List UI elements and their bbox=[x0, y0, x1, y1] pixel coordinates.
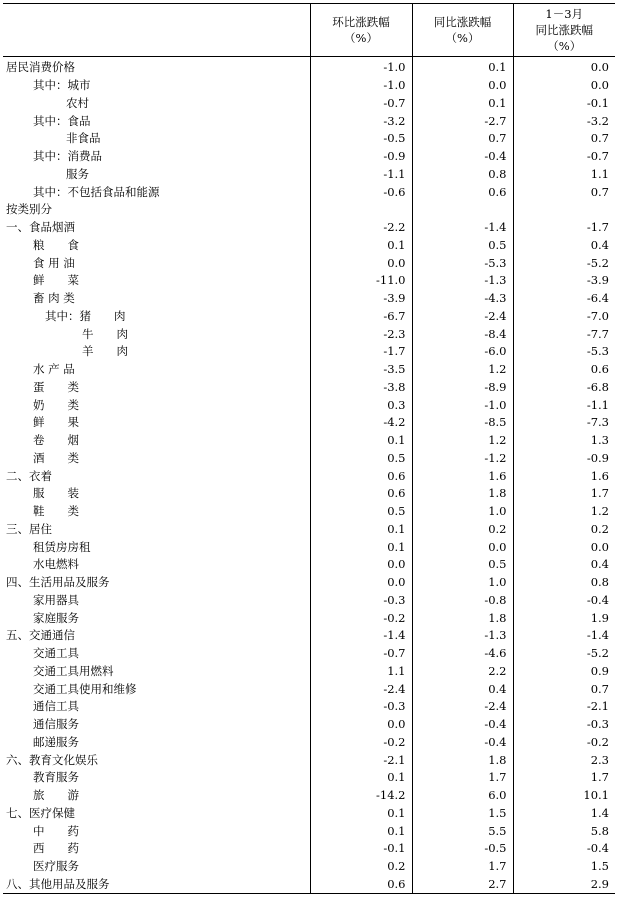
row-ytd-value: 0.4 bbox=[513, 556, 615, 574]
table-row bbox=[3, 57, 615, 77]
table-row bbox=[3, 148, 615, 166]
row-label: 粮 食 bbox=[33, 237, 79, 252]
row-yoy-value: 1.8 bbox=[412, 485, 513, 503]
table-row bbox=[3, 361, 615, 379]
row-mom-value: 0.1 bbox=[310, 521, 412, 539]
header-mom-title: 环比涨跌幅 bbox=[332, 15, 390, 29]
row-mom-value: -0.7 bbox=[310, 95, 412, 113]
table-row bbox=[3, 95, 615, 113]
header-ytd-title: 同比涨跌幅 bbox=[535, 23, 593, 37]
row-yoy-value: 1.7 bbox=[412, 858, 513, 876]
row-yoy-value: 0.6 bbox=[412, 183, 513, 201]
row-yoy-value: -1.3 bbox=[412, 272, 513, 290]
row-yoy-value: -1.0 bbox=[412, 396, 513, 414]
row-yoy-value: -8.9 bbox=[412, 379, 513, 397]
table-row bbox=[3, 254, 615, 272]
table-row bbox=[3, 876, 615, 894]
row-yoy-value: 1.7 bbox=[412, 769, 513, 787]
row-ytd-value: -7.3 bbox=[513, 414, 615, 432]
row-label: 鞋 类 bbox=[33, 504, 79, 519]
row-mom-value: -4.2 bbox=[310, 414, 412, 432]
row-mom-value: -0.7 bbox=[310, 645, 412, 663]
row-mom-value: 0.0 bbox=[310, 574, 412, 592]
row-ytd-value: 0.7 bbox=[513, 183, 615, 201]
row-ytd-value: -7.0 bbox=[513, 308, 615, 326]
table-row bbox=[3, 698, 615, 716]
row-label: 邮递服务 bbox=[33, 734, 79, 749]
row-ytd-value: 0.9 bbox=[513, 663, 615, 681]
row-label: 教育服务 bbox=[33, 770, 79, 785]
table-row bbox=[3, 112, 615, 130]
table-row bbox=[3, 574, 615, 592]
row-label: 八、其他用品及服务 bbox=[3, 876, 310, 894]
row-yoy-value: 5.5 bbox=[412, 822, 513, 840]
table-row bbox=[3, 432, 615, 450]
row-ytd-value: -3.2 bbox=[513, 112, 615, 130]
table-row bbox=[3, 805, 615, 823]
row-ytd-value: -6.8 bbox=[513, 379, 615, 397]
table-row bbox=[3, 219, 615, 237]
row-label: 中 药 bbox=[33, 823, 79, 838]
row-ytd-value: 0.7 bbox=[513, 130, 615, 148]
row-ytd-value: 1.4 bbox=[513, 805, 615, 823]
cpi-table bbox=[3, 3, 615, 894]
header-yoy-title: 同比涨跌幅 bbox=[433, 15, 492, 29]
row-label: 居民消费价格 bbox=[6, 60, 75, 75]
row-mom-value: 0.1 bbox=[310, 769, 412, 787]
row-label: 七、医疗保健 bbox=[6, 805, 75, 820]
row-yoy-value: 1.0 bbox=[412, 503, 513, 521]
row-mom-value: 0.5 bbox=[310, 503, 412, 521]
header-mom bbox=[310, 4, 412, 57]
row-mom-value: 0.1 bbox=[310, 237, 412, 255]
row-ytd-value: -0.4 bbox=[513, 592, 615, 610]
row-yoy-value: 1.8 bbox=[412, 751, 513, 769]
row-yoy-value: 6.0 bbox=[412, 787, 513, 805]
table-row bbox=[3, 592, 615, 610]
row-yoy-value: 0.2 bbox=[412, 521, 513, 539]
table-row bbox=[3, 343, 615, 361]
row-label: 家用器具 bbox=[33, 592, 79, 607]
table-header-row bbox=[3, 4, 615, 57]
header-ytd bbox=[513, 4, 615, 57]
table-row bbox=[3, 734, 615, 752]
row-ytd-value: 1.7 bbox=[513, 485, 615, 503]
table-row bbox=[3, 130, 615, 148]
table-row bbox=[3, 645, 615, 663]
row-ytd-value: -1.7 bbox=[513, 219, 615, 237]
table-row bbox=[3, 485, 615, 503]
row-label: 水 产 品 bbox=[33, 362, 75, 377]
table-row bbox=[3, 627, 615, 645]
row-label: 水电燃料 bbox=[33, 557, 79, 572]
row-mom-value: -0.6 bbox=[310, 183, 412, 201]
row-label: 交通工具使用和维修 bbox=[33, 681, 137, 696]
table-row bbox=[3, 467, 615, 485]
row-yoy-value: -0.4 bbox=[412, 734, 513, 752]
row-yoy-value: -1.3 bbox=[412, 627, 513, 645]
row-mom-value: 0.2 bbox=[310, 858, 412, 876]
row-ytd-value: 0.6 bbox=[513, 361, 615, 379]
row-mom-value: -2.4 bbox=[310, 680, 412, 698]
row-yoy-value: -5.3 bbox=[412, 254, 513, 272]
row-ytd-value: 10.1 bbox=[513, 787, 615, 805]
row-yoy-value: -4.3 bbox=[412, 290, 513, 308]
row-mom-value: -2.1 bbox=[310, 751, 412, 769]
row-yoy-value: -4.6 bbox=[412, 645, 513, 663]
table-row bbox=[3, 538, 615, 556]
row-mom-value bbox=[310, 201, 412, 219]
row-mom-value: -14.2 bbox=[310, 787, 412, 805]
row-mom-value: 0.6 bbox=[310, 876, 412, 894]
row-mom-value: 0.0 bbox=[310, 254, 412, 272]
row-label: 医疗服务 bbox=[33, 859, 79, 874]
row-ytd-value: 0.2 bbox=[513, 521, 615, 539]
row-yoy-value: 0.1 bbox=[412, 57, 513, 77]
row-label: 农村 bbox=[66, 95, 89, 110]
row-yoy-value: -0.4 bbox=[412, 148, 513, 166]
table-row bbox=[3, 450, 615, 468]
row-ytd-value: 2.9 bbox=[513, 876, 615, 894]
row-ytd-value: -0.9 bbox=[513, 450, 615, 468]
table-row bbox=[3, 787, 615, 805]
row-yoy-value: -8.5 bbox=[412, 414, 513, 432]
row-mom-value: -2.2 bbox=[310, 219, 412, 237]
row-mom-value: 0.6 bbox=[310, 467, 412, 485]
row-yoy-value: 1.8 bbox=[412, 609, 513, 627]
row-ytd-value: 0.0 bbox=[513, 538, 615, 556]
row-label: 牛 肉 bbox=[82, 326, 128, 341]
row-ytd-value: 0.8 bbox=[513, 574, 615, 592]
row-label: 服务 bbox=[66, 166, 89, 181]
table-body bbox=[3, 57, 615, 894]
table-row bbox=[3, 237, 615, 255]
row-label: 蛋 类 bbox=[33, 379, 79, 394]
row-ytd-value: 1.9 bbox=[513, 609, 615, 627]
row-yoy-value: 0.8 bbox=[412, 166, 513, 184]
row-label: 其中：城市 bbox=[33, 78, 91, 93]
row-ytd-value: -0.2 bbox=[513, 734, 615, 752]
row-mom-value: 0.1 bbox=[310, 538, 412, 556]
row-label: 家庭服务 bbox=[33, 610, 79, 625]
row-label: 租赁房房租 bbox=[33, 539, 91, 554]
row-yoy-value: -6.0 bbox=[412, 343, 513, 361]
row-ytd-value: -7.7 bbox=[513, 325, 615, 343]
row-ytd-value: 0.4 bbox=[513, 237, 615, 255]
table-row bbox=[3, 716, 615, 734]
row-mom-value: -0.3 bbox=[310, 592, 412, 610]
row-ytd-value: 1.2 bbox=[513, 503, 615, 521]
row-yoy-value: 0.7 bbox=[412, 130, 513, 148]
row-yoy-value: 0.4 bbox=[412, 680, 513, 698]
row-mom-value: -1.7 bbox=[310, 343, 412, 361]
row-mom-value: -11.0 bbox=[310, 272, 412, 290]
table-row bbox=[3, 272, 615, 290]
row-label: 其中：猪 肉 bbox=[45, 308, 126, 323]
table-row bbox=[3, 680, 615, 698]
row-label: 通信工具 bbox=[33, 699, 79, 714]
row-mom-value: -3.9 bbox=[310, 290, 412, 308]
row-mom-value: 0.5 bbox=[310, 450, 412, 468]
row-label: 三、居住 bbox=[6, 521, 52, 536]
row-yoy-value: -1.2 bbox=[412, 450, 513, 468]
table-row bbox=[3, 290, 615, 308]
table-row bbox=[3, 858, 615, 876]
row-yoy-value: 1.5 bbox=[412, 805, 513, 823]
header-mom-unit: （%） bbox=[344, 31, 378, 45]
row-ytd-value: 0.0 bbox=[513, 77, 615, 95]
row-ytd-value: -5.3 bbox=[513, 343, 615, 361]
row-mom-value: -0.1 bbox=[310, 840, 412, 858]
row-mom-value: -0.2 bbox=[310, 734, 412, 752]
row-label: 通信服务 bbox=[33, 717, 79, 732]
table-row bbox=[3, 769, 615, 787]
row-ytd-value: 1.5 bbox=[513, 858, 615, 876]
row-yoy-value: -1.4 bbox=[412, 219, 513, 237]
row-yoy-value: 0.0 bbox=[412, 77, 513, 95]
row-mom-value: -3.2 bbox=[310, 112, 412, 130]
row-label: 鲜 菜 bbox=[33, 273, 79, 288]
table-row bbox=[3, 77, 615, 95]
row-yoy-value: 0.5 bbox=[412, 237, 513, 255]
row-yoy-value: 1.6 bbox=[412, 467, 513, 485]
row-mom-value: 0.1 bbox=[310, 822, 412, 840]
row-ytd-value: 1.7 bbox=[513, 769, 615, 787]
row-yoy-value: -2.4 bbox=[412, 308, 513, 326]
row-label: 西 药 bbox=[33, 841, 79, 856]
row-ytd-value: -1.4 bbox=[513, 627, 615, 645]
row-label: 旅 游 bbox=[33, 788, 79, 803]
row-mom-value: -0.9 bbox=[310, 148, 412, 166]
row-label: 羊 肉 bbox=[82, 344, 128, 359]
table-row bbox=[3, 379, 615, 397]
row-mom-value: 1.1 bbox=[310, 663, 412, 681]
row-yoy-value: 0.5 bbox=[412, 556, 513, 574]
row-label: 服 装 bbox=[33, 486, 79, 501]
row-ytd-value: -3.9 bbox=[513, 272, 615, 290]
row-label: 交通工具用燃料 bbox=[33, 663, 114, 678]
row-yoy-value bbox=[412, 201, 513, 219]
row-label: 奶 类 bbox=[33, 397, 79, 412]
row-ytd-value: -0.7 bbox=[513, 148, 615, 166]
table-row bbox=[3, 308, 615, 326]
row-mom-value: 0.1 bbox=[310, 805, 412, 823]
row-yoy-value: -8.4 bbox=[412, 325, 513, 343]
row-label: 非食品 bbox=[66, 131, 101, 146]
row-mom-value: -0.2 bbox=[310, 609, 412, 627]
row-label: 五、交通通信 bbox=[6, 628, 75, 643]
header-item bbox=[3, 4, 310, 57]
row-yoy-value: 2.7 bbox=[412, 876, 513, 894]
row-yoy-value: -0.8 bbox=[412, 592, 513, 610]
row-mom-value: -1.4 bbox=[310, 627, 412, 645]
row-ytd-value: -0.1 bbox=[513, 95, 615, 113]
table-row bbox=[3, 840, 615, 858]
row-mom-value: 0.1 bbox=[310, 432, 412, 450]
row-mom-value: 0.3 bbox=[310, 396, 412, 414]
row-mom-value: 0.0 bbox=[310, 716, 412, 734]
table-row bbox=[3, 663, 615, 681]
table-row bbox=[3, 503, 615, 521]
row-mom-value: 0.6 bbox=[310, 485, 412, 503]
row-yoy-value: 0.1 bbox=[412, 95, 513, 113]
row-ytd-value: 1.6 bbox=[513, 467, 615, 485]
row-yoy-value: -2.7 bbox=[412, 112, 513, 130]
row-ytd-value: -5.2 bbox=[513, 254, 615, 272]
row-mom-value: -1.1 bbox=[310, 166, 412, 184]
row-ytd-value: 5.8 bbox=[513, 822, 615, 840]
header-yoy bbox=[412, 4, 513, 57]
row-label: 一、食品烟酒 bbox=[6, 220, 75, 235]
row-mom-value: -1.0 bbox=[310, 77, 412, 95]
table-row bbox=[3, 201, 615, 219]
row-label: 按类别分 bbox=[6, 202, 52, 217]
row-yoy-value: -0.4 bbox=[412, 716, 513, 734]
row-yoy-value: 1.2 bbox=[412, 361, 513, 379]
table-row bbox=[3, 556, 615, 574]
row-label: 酒 类 bbox=[33, 450, 79, 465]
row-label: 四、生活用品及服务 bbox=[6, 575, 110, 590]
row-ytd-value: -5.2 bbox=[513, 645, 615, 663]
row-mom-value: -6.7 bbox=[310, 308, 412, 326]
table-row bbox=[3, 751, 615, 769]
row-ytd-value: 0.0 bbox=[513, 57, 615, 77]
row-label: 其中：消费品 bbox=[33, 149, 102, 164]
row-label: 六、教育文化娱乐 bbox=[6, 752, 98, 767]
row-mom-value: -3.5 bbox=[310, 361, 412, 379]
row-ytd-value: -2.1 bbox=[513, 698, 615, 716]
row-mom-value: -0.3 bbox=[310, 698, 412, 716]
row-mom-value: 0.0 bbox=[310, 556, 412, 574]
row-ytd-value bbox=[513, 201, 615, 219]
row-yoy-value: -2.4 bbox=[412, 698, 513, 716]
row-label: 交通工具 bbox=[33, 646, 79, 661]
row-mom-value: -0.5 bbox=[310, 130, 412, 148]
header-yoy-unit: （%） bbox=[445, 31, 480, 45]
row-label: 其中：不包括食品和能源 bbox=[33, 184, 160, 199]
row-label: 卷 烟 bbox=[33, 433, 79, 448]
row-yoy-value: 0.0 bbox=[412, 538, 513, 556]
row-ytd-value: -1.1 bbox=[513, 396, 615, 414]
row-mom-value: -1.0 bbox=[310, 57, 412, 77]
row-ytd-value: 1.1 bbox=[513, 166, 615, 184]
row-ytd-value: 0.7 bbox=[513, 680, 615, 698]
row-label: 二、衣着 bbox=[6, 468, 52, 483]
table-row bbox=[3, 183, 615, 201]
row-ytd-value: -0.3 bbox=[513, 716, 615, 734]
table-row bbox=[3, 609, 615, 627]
table-row bbox=[3, 396, 615, 414]
row-label: 畜 肉 类 bbox=[33, 291, 75, 306]
row-ytd-value: -0.4 bbox=[513, 840, 615, 858]
table-row bbox=[3, 822, 615, 840]
row-label: 鲜 果 bbox=[33, 415, 79, 430]
table-row bbox=[3, 325, 615, 343]
header-ytd-unit: （%） bbox=[547, 39, 582, 53]
row-yoy-value: -0.5 bbox=[412, 840, 513, 858]
row-label: 食 用 油 bbox=[33, 255, 75, 270]
row-label: 其中：食品 bbox=[33, 113, 91, 128]
table-row bbox=[3, 414, 615, 432]
header-ytd-period: 1－3月 bbox=[545, 7, 584, 21]
row-yoy-value: 2.2 bbox=[412, 663, 513, 681]
row-ytd-value: 1.3 bbox=[513, 432, 615, 450]
row-yoy-value: 1.0 bbox=[412, 574, 513, 592]
row-mom-value: -3.8 bbox=[310, 379, 412, 397]
row-ytd-value: 2.3 bbox=[513, 751, 615, 769]
row-mom-value: -2.3 bbox=[310, 325, 412, 343]
table-row bbox=[3, 521, 615, 539]
row-yoy-value: 1.2 bbox=[412, 432, 513, 450]
row-ytd-value: -6.4 bbox=[513, 290, 615, 308]
table-row bbox=[3, 166, 615, 184]
